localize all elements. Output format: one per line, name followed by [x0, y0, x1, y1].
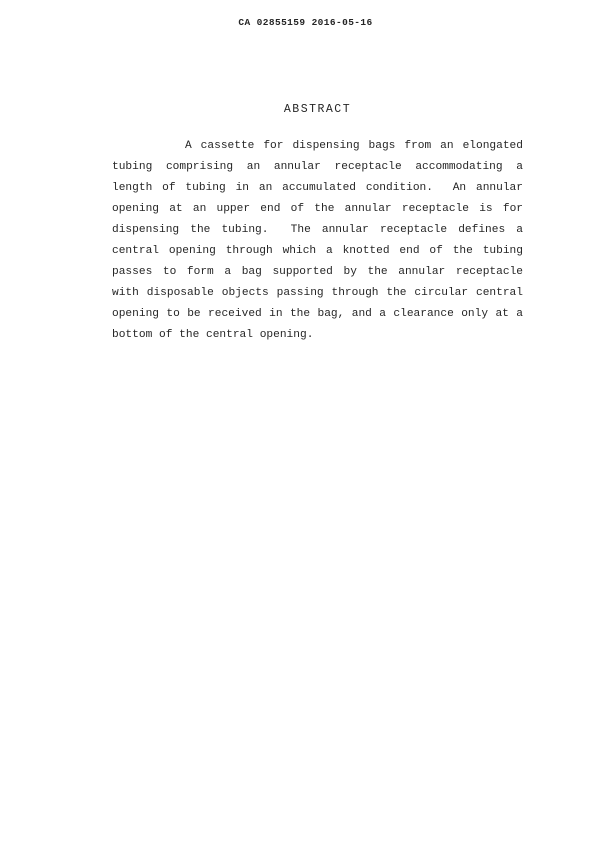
abstract-paragraph — [112, 136, 523, 346]
abstract-line: with disposable objects passing through the circular central — [112, 287, 523, 299]
abstract-line: dispensing the tubing. The annular receptacle defines a — [112, 224, 523, 236]
abstract-line: central opening through which a knotted end of the tubing — [112, 245, 523, 257]
abstract-line: passes to form a bag supported by the annular receptacle — [112, 266, 523, 278]
abstract-line: opening to be received in the bag, and a clearance only at a — [112, 308, 523, 320]
document-id-header: CA 02855159 2016-05-16 — [238, 17, 373, 28]
abstract-heading: ABSTRACT — [283, 103, 352, 116]
abstract-line: length of tubing in an accumulated condition. An annular — [112, 182, 523, 194]
abstract-line: bottom of the central opening. — [112, 329, 314, 341]
abstract-line: tubing comprising an annular receptacle accommodating a — [112, 161, 523, 173]
abstract-line: A cassette for dispensing bags from an elongated — [185, 140, 523, 152]
abstract-line: opening at an upper end of the annular receptacle is for — [112, 203, 523, 215]
